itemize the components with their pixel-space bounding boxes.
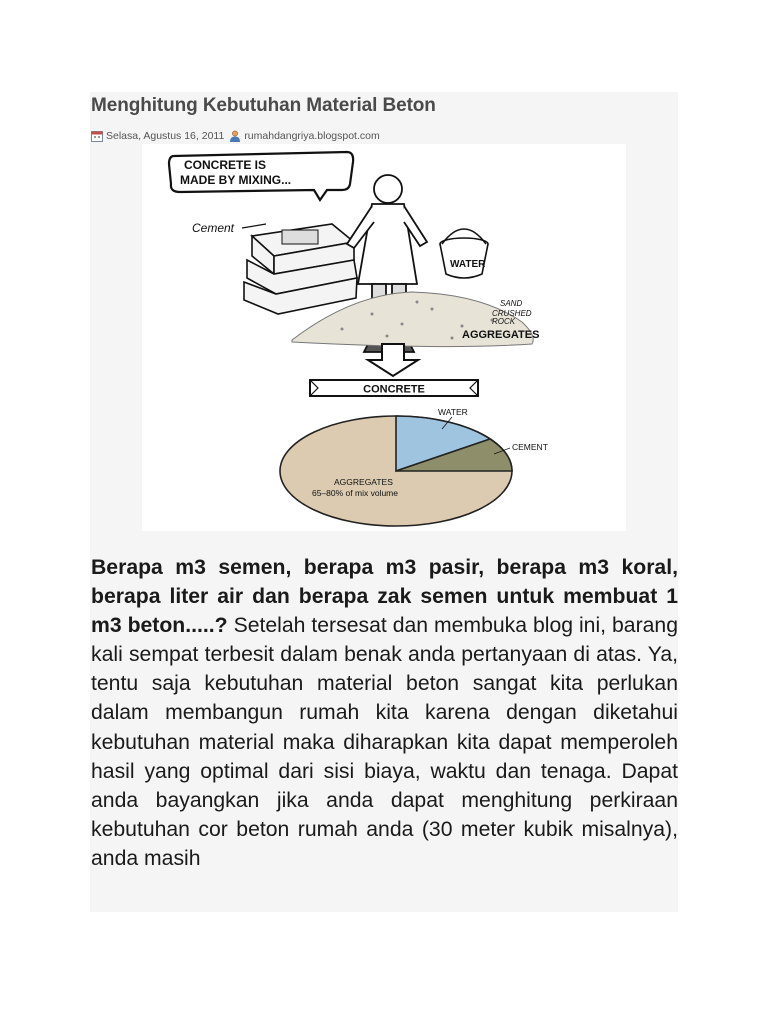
pie-cement-label: CEMENT [512,442,548,452]
pie-aggregates-label: AGGREGATES [334,477,393,487]
post-meta [91,128,380,144]
concrete-mix-illustration [142,144,626,531]
rock-label: ROCK [492,317,516,326]
mix-pie-chart [280,416,512,526]
pie-water-label: WATER [438,407,468,417]
post-author[interactable]: rumahdangriya.blogspot.com [244,130,380,142]
sand-label: SAND [500,299,523,308]
post-date: Selasa, Agustus 16, 2011 [106,130,225,142]
concrete-label: CONCRETE [363,383,425,396]
bubble-line2: MADE BY MIXING... [180,173,292,187]
crushed-label: CRUSHED [492,309,532,318]
body-paragraph: Setelah tersesat dan membuka blog ini, barang kali sempat terbesit dalam benak anda pertanyaan di atas. Ya, tentu saja kebutuhan material beton sangat kita perlukan dalam membangun rumah kita karena dengan diketahui kebutuhan material maka diharapkan kita dapat memperoleh hasil yang optimal dari sisi biaya, waktu dan tenaga. Dapat anda bayangkan jika anda dapat menghitung perkiraan kebutuhan cor beton rumah anda (30 meter kubik misalnya), anda masih [91,614,678,870]
article-body [91,553,678,873]
article-title: Menghitung Kebutuhan Material Beton [91,95,436,116]
pie-aggregates-sub: 65–80% of mix volume [312,488,398,498]
bubble-line1: CONCRETE IS [184,158,267,172]
calendar-icon [91,130,103,142]
aggregates-label: AGGREGATES [462,329,540,341]
cement-bags [244,224,357,314]
lead-question: Berapa m3 semen, berapa m3 pasir, berapa m3 koral, berapa liter air dan berapa zak semen untuk membuat 1 m3 beton.....? [91,556,678,638]
user-icon [229,130,241,142]
cement-label: Cement [192,221,235,235]
water-label: WATER [450,259,486,270]
water-bucket [440,229,488,278]
